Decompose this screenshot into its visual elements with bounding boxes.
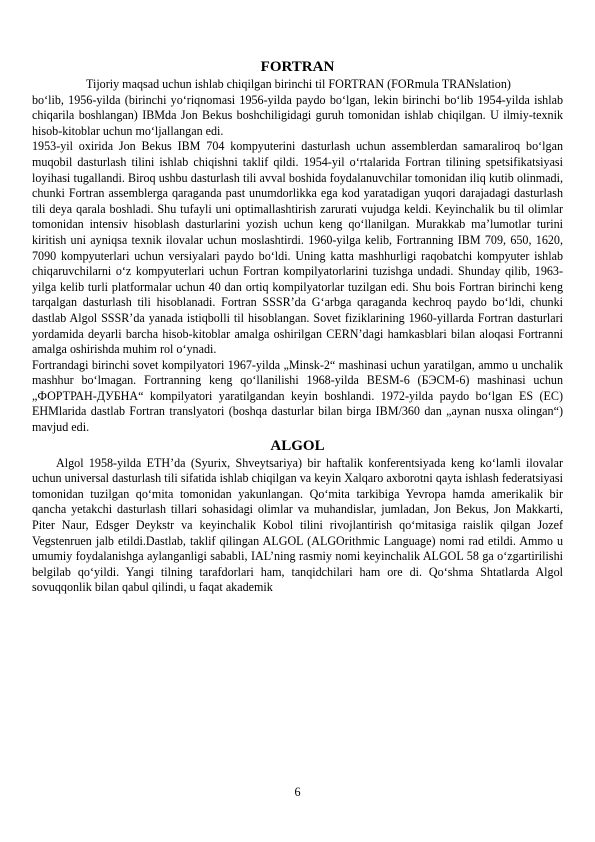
section-title-algol: ALGOL [270,437,325,454]
paragraph: Tijoriy maqsad uchun ishlab chiqilgan birinchi til FORTRAN (FORmula TRANslation) [86,77,511,91]
section-title-fortran: FORTRAN [260,59,335,75]
paragraph: Algol 1958-yilda ETH’da (Syurix, Shveytsariya) bir haftalik konferentsiyada keng ko‘lamli ilovalar uchun universal dasturlash tili sifatida ishlab chiqilgan va keyin Xalqaro axborotni qayta ishlash federatsiyasi tomonidan tuzilgan qo‘mita tomonidan yakunlangan. Qo‘mita tarkibiga Yevropa hamda amerikalik bir qancha yetakchi dasturlash tillari sohasidagi olimlar va muhandislar, jumladan, Jon Bekus, Jon Makkarti, Piter Naur, Edsger Deykstr va keyinchalik Kobol tilini rivojlantirish qo‘mitasiga raislik qilgan Jozef Vegstenruen jalb etildi.Dastlab, taklif qilingan ALGOL (ALGOrithmic Language) nomi rad etildi. Ammo u umumiy foydalanishga aylanganligi sababli, IAL’ning rasmiy nomi keyinchalik ALGOL 58 ga o‘zgartirilishi belgilab qo‘yildi. Yangi tilning tarafdorlari ham, tanqidchilari ham ore di. Qo‘shma Shtatlarda Algol sovuqqonlik bilan qabul qilindi, u faqat akademik [32,455,563,595]
page-content [32,58,563,596]
paragraph: bo‘lib, 1956-yilda (birinchi yo‘riqnomasi 1956-yilda paydo bo‘lgan, lekin birinchi bo‘lib 1954-yilda ishlab chiqarila boshlangan) IBMda Jon Bekus boshchiligidagi guruh tomonidan ishlab chiqilgan. U ilmiy-texnik hisob-kitoblar uchun mo‘ljallangan edi. [32,92,563,138]
paragraph: Fortrandagi birinchi sovet kompilyatori 1967-yilda „Minsk-2“ mashinasi uchun yaratilgan, ammo u unchalik mashhur bo‘lmagan. Fortranning keng qo‘llanilishi 1968-yilda BESM-6 (БЭСМ-6) mashinasi uchun „ФОРТРАН-ДУБНА“ kompilyatori yaratilgandan keyin boshlandi. 1972-yilda paydo bo‘lgan ES (ЕС) EHMlarida dastlab Fortran translyatori (boshqa dasturlar bilan birga IBM/360 dan „aynan nusxa olingan“) mavjud edi. [32,357,563,435]
page-number: 6 [294,785,301,799]
paragraph: 1953-yil oxirida Jon Bekus IBM 704 kompyuterini dasturlash uchun assemblerdan samaraliroq bo‘lgan muqobil dasturlash tilini ishlab chiqishni taklif qildi. 1954-yil o‘rtalarida Fortran tilining spetsifikatsiyasi loyihasi tugallandi. Biroq ushbu dasturlash tili avval boshida foydalanuvchilar tomonidan iliq kutib olinmadi, chunki Fortran assemblerga qaraganda past unumdorlikka ega kod yaratadigan yuqori darajadagi dasturlash tili deya qarala boshladi. Shu tufayli uni optimallashtirish zarurati vujudga keldi. Keyinchalik bu til olimlar tomonidan intensiv hisoblash dasturlarini yozish uchun keng qo‘llanilgan. Murakkab ma’lumotlar turini kiritish uni ayniqsa texnik ilovalar uchun moslashtirdi. 1960-yilga kelib, Fortranning IBM 709, 650, 1620, 7090 kompyuterlari uchun versiyalari paydo bo‘ldi. Uning katta mashhurligi raqobatchi kompyuter ishlab chiqaruvchilarni o‘z kompyuterlari uchun Fortran kompilyatorlarini tuzishga undadi. Shunday qilib, 1963-yilga kelib turli platformalar uchun 40 dan ortiq kompilyatorlar tuzilgan edi. Shu bois Fortran birinchi keng tarqalgan dasturlash tili hisoblanadi. Fortran SSSR’da G‘arbga qaraganda kechroq paydo bo‘ldi, chunki dastlab Algol SSSR’da yanada istiqbolli til hisoblangan. Sovet fiziklarining 1960-yillarda Fortran dasturlari yordamida deyarli barcha hisob-kitoblar amalga oshirilgan CERN’dagi hamkasblari bilan aloqasi Fortranni amalga oshirishda muhim rol o‘ynadi. [32,139,563,357]
